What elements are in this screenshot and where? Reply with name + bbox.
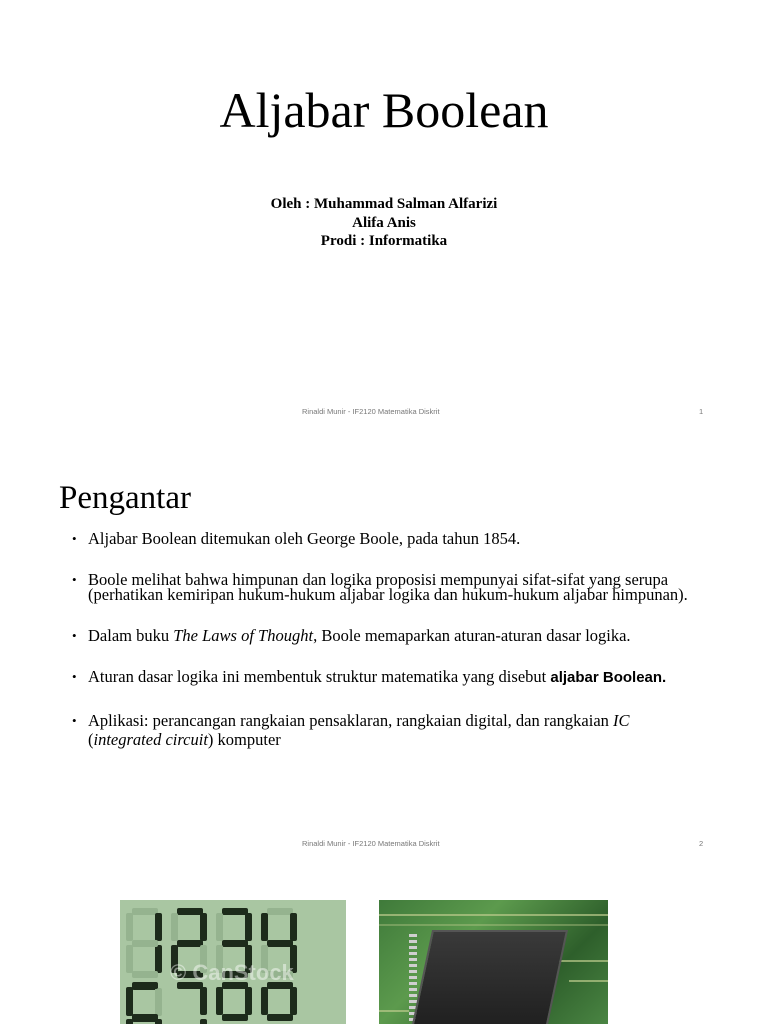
author-block — [0, 195, 768, 251]
footer-text: Rinaldi Munir - IF2120 Matematika Diskrit — [302, 839, 440, 848]
bullet-text: Aturan dasar logika ini membentuk struktur matematika yang disebut — [88, 667, 551, 686]
slide-title: Aljabar Boolean — [219, 82, 549, 138]
emphasis-term: aljabar Boolean. — [550, 669, 667, 686]
bullet-item — [72, 530, 712, 548]
slide-1 — [0, 0, 768, 432]
slide-2 — [0, 432, 768, 864]
bullet-text: ( — [88, 730, 94, 749]
lcd-digit — [261, 982, 299, 1024]
page-number: 1 — [699, 407, 704, 416]
bullet-text: Aljabar Boolean ditemukan oleh George Boole, pada tahun 1854. — [88, 529, 521, 548]
book-title: The Laws of Thought — [173, 626, 314, 645]
lcd-digit — [216, 982, 254, 1024]
bullet-text: Dalam buku — [88, 626, 174, 645]
integrated-circuit-image — [379, 900, 608, 1024]
bullet-text: ) komputer — [207, 730, 281, 749]
bullet-text: Boole melihat bahwa himpunan dan logika proposisi mempunyai sifat-sifat yang serupa (perhatikan kemiripan hukum-hukum aljabar logika dan hukum-hukum aljabar himpunan). — [88, 570, 688, 604]
chip-body — [410, 930, 568, 1024]
page-number: 2 — [699, 839, 704, 848]
lcd-digit-row — [126, 982, 346, 1024]
author-line: Oleh : Muhammad Salman Alfarizi — [270, 196, 498, 212]
emphasis-term: IC — [613, 711, 630, 730]
lcd-digit — [126, 982, 164, 1024]
footer-text: Rinaldi Munir - IF2120 Matematika Diskrit — [302, 407, 440, 416]
bullet-item — [72, 572, 712, 602]
bullet-item — [72, 628, 712, 643]
emphasis-term: integrated circuit — [93, 730, 208, 749]
slide-3 — [0, 864, 768, 1024]
slide-heading: Pengantar — [59, 480, 191, 516]
image-watermark: © CanStock — [170, 960, 294, 985]
lcd-digit — [171, 982, 209, 1024]
bullet-list — [72, 530, 712, 749]
bullet-item — [72, 711, 712, 749]
bullet-text: Aplikasi: perancangan rangkaian pensaklaran, rangkaian digital, dan rangkaian — [88, 711, 614, 730]
program-line: Prodi : Informatika — [320, 233, 448, 249]
author-line: Alifa Anis — [352, 214, 416, 231]
lcd-digits-image — [120, 900, 346, 1024]
lcd-digit — [126, 908, 164, 978]
bullet-text: , Boole memaparkan aturan-aturan dasar logika. — [313, 626, 631, 645]
bullet-item — [72, 669, 712, 685]
